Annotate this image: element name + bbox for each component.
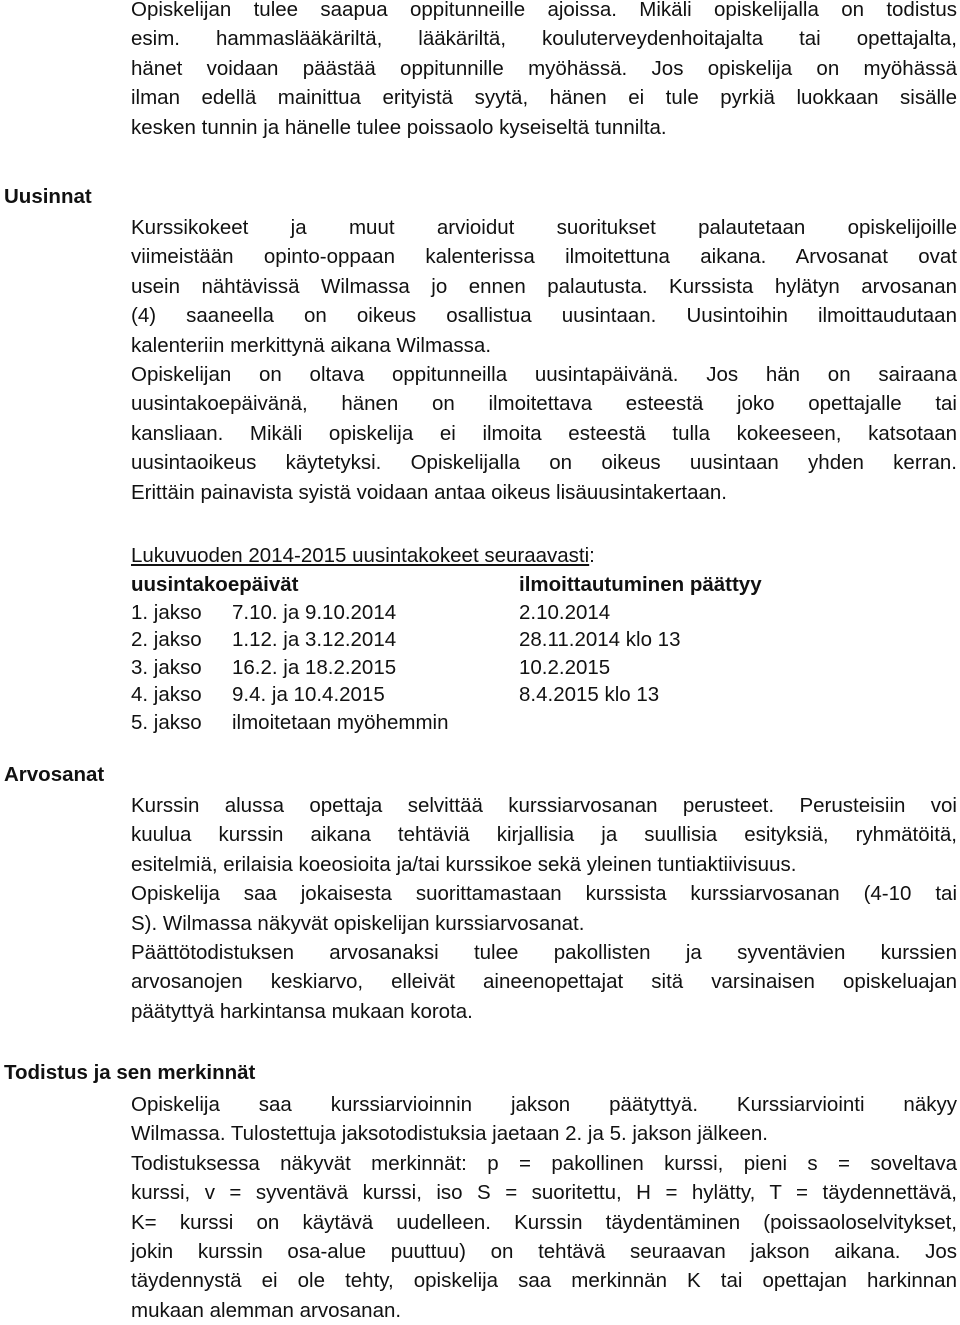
- schedule-deadline: 8.4.2015 klo 13: [519, 683, 660, 707]
- schedule-deadline: 28.11.2014 klo 13: [519, 628, 681, 652]
- todistus-line: jokin kurssin osa-alue puuttuu) on tehtävä seuraavan jakson aikana. Jos: [131, 1240, 957, 1264]
- uusinnat-line: kansliaan. Mikäli opiskelija ei ilmoita esteestä tulla kokeeseen, katsotaan: [131, 421, 957, 445]
- schedule-deadline: 2.10.2014: [519, 600, 611, 624]
- intro-line: hänet voidaan päästää oppitunnille myöhässä. Jos opiskelija on myöhässä: [131, 56, 957, 80]
- intro-paragraph: [131, 0, 957, 142]
- arvosanat-line: S). Wilmassa näkyvät opiskelijan kurssiarvosanat.: [131, 911, 585, 935]
- todistus-line: K= kurssi on käytävä uudelleen. Kurssin täydentäminen (poissaoloselvitykset,: [131, 1210, 957, 1234]
- schedule-dates: 9.4. ja 10.4.2015: [232, 683, 385, 707]
- intro-line: ilman edellä mainittua erityistä syytä, hänen ei tule pyrkiä luokkaan sisälle: [131, 86, 957, 110]
- intro-line: Opiskelijan tulee saapua oppitunneille ajoissa. Mikäli opiskelijalla on todistus: [131, 0, 957, 21]
- schedule-deadline: 10.2.2015: [519, 655, 611, 679]
- uusinnat-line: uusintaoikeus käytetyksi. Opiskelijalla on oikeus uusintaan yhden kerran.: [131, 451, 957, 475]
- schedule-header-dates: uusintakoepäivät: [131, 573, 299, 596]
- schedule-row: [131, 709, 595, 737]
- schedule-period: 2. jakso: [131, 628, 202, 652]
- section-heading-arvosanat: Arvosanat: [4, 763, 105, 786]
- todistus-paragraph: [131, 1090, 957, 1325]
- arvosanat-line: esitelmiä, erilaisia koeosioita ja/tai kurssikoe sekä yleinen tuntiaktiivisuus.: [131, 852, 797, 876]
- schedule-row: [131, 654, 611, 682]
- arvosanat-line: Opiskelija saa jokaisesta suorittamastaan kurssista kurssiarvosanan (4-10 tai: [131, 882, 957, 906]
- arvosanat-line: päätyttyä harkintansa mukaan korota.: [131, 999, 473, 1023]
- schedule-dates: 7.10. ja 9.10.2014: [232, 600, 397, 624]
- arvosanat-line: kuulua kurssin aikana tehtäviä kirjallisia ja suullisia esityksiä, ryhmätöitä,: [131, 823, 957, 847]
- todistus-line: Opiskelija saa kurssiarvioinnin jakson päätyttyä. Kurssiarviointi näkyy: [131, 1093, 957, 1116]
- intro-line: kesken tunnin ja hänelle tulee poissaolo kyseiseltä tunnilta.: [131, 115, 667, 139]
- todistus-line: mukaan alemman arvosanan.: [131, 1298, 402, 1322]
- schedule-period: 4. jakso: [131, 683, 202, 707]
- schedule-period: 5. jakso: [131, 710, 202, 734]
- schedule-header-deadline: ilmoittautuminen päättyy: [519, 573, 762, 596]
- uusinnat-line: viimeistään opinto-oppaan kalenterissa ilmoitettuna aikana. Arvosanat ovat: [131, 245, 957, 269]
- uusinnat-paragraph: [131, 213, 957, 507]
- schedule-header-row: [131, 571, 762, 599]
- schedule-row: [131, 599, 611, 627]
- schedule-title-colon: :: [589, 544, 595, 567]
- uusinnat-line: Erittäin painavista syistä voidaan antaa oikeus lisäuusintakertaan.: [131, 480, 727, 504]
- arvosanat-line: arvosanojen keskiarvo, elleivät aineenopettajat sitä varsinaisen opiskeluajan: [131, 970, 957, 994]
- todistus-line: täydennystä ei ole tehty, opiskelija saa merkinnän K tai opettajan harkinnan: [131, 1269, 957, 1293]
- schedule-row: [131, 681, 660, 709]
- schedule-dates: 1.12. ja 3.12.2014: [232, 628, 397, 652]
- uusinnat-line: (4) saaneella on oikeus osallistua uusintaan. Uusintoihin ilmoittaudutaan: [131, 304, 957, 328]
- schedule-period: 1. jakso: [131, 600, 202, 624]
- arvosanat-line: Kurssin alussa opettaja selvittää kurssiarvosanan perusteet. Perusteisiin voi: [131, 794, 957, 817]
- schedule-dates: 16.2. ja 18.2.2015: [232, 655, 397, 679]
- uusinnat-line: usein nähtävissä Wilmassa jo ennen palautusta. Kurssista hylätyn arvosanan: [131, 274, 957, 298]
- uusinnat-line: Opiskelijan on oltava oppitunneilla uusintapäivänä. Jos hän on sairaana: [131, 363, 957, 387]
- uusinnat-line: Kurssikokeet ja muut arvioidut suoritukset palautetaan opiskelijoille: [131, 216, 957, 239]
- schedule-title: [131, 542, 595, 571]
- schedule-period: 3. jakso: [131, 655, 202, 679]
- schedule-row: [131, 626, 681, 654]
- section-heading-uusinnat: Uusinnat: [4, 185, 92, 208]
- section-heading-todistus: Todistus ja sen merkinnät: [4, 1061, 256, 1084]
- todistus-line: Wilmassa. Tulostettuja jaksotodistuksia jaetaan 2. ja 5. jakson jälkeen.: [131, 1122, 768, 1146]
- intro-line: esim. hammaslääkäriltä, lääkäriltä, kouluterveydenhoitajalta tai opettajalta,: [131, 27, 957, 51]
- schedule-title-text: Lukuvuoden 2014-2015 uusintakokeet seuraavasti: [131, 544, 590, 567]
- arvosanat-paragraph: [131, 791, 957, 1026]
- schedule-dates: ilmoitetaan myöhemmin: [232, 710, 449, 734]
- todistus-line: Todistuksessa näkyvät merkinnät: p = pakollinen kurssi, pieni s = soveltava: [131, 1151, 957, 1175]
- arvosanat-line: Päättötodistuksen arvosanaksi tulee pakollisten ja syventävien kurssien: [131, 941, 957, 965]
- retake-schedule: [131, 542, 762, 737]
- uusinnat-line: uusintakoepäivänä, hänen on ilmoitettava esteestä joko opettajalle tai: [131, 392, 957, 416]
- todistus-line: kurssi, v = syventävä kurssi, iso S = suoritettu, H = hylätty, T = täydennettävä,: [131, 1181, 957, 1205]
- uusinnat-line: kalenteriin merkittynä aikana Wilmassa.: [131, 333, 492, 357]
